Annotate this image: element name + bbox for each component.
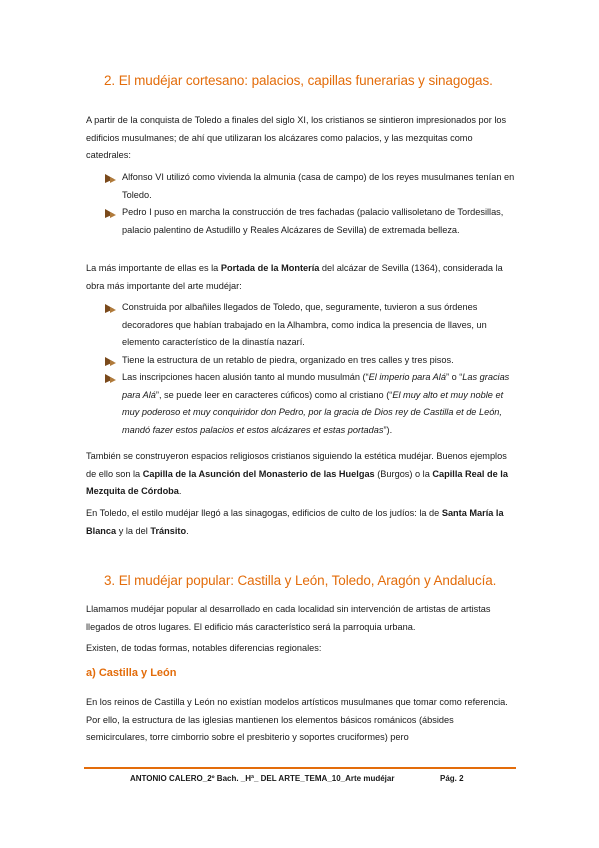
list-item: Pedro I puso en marcha la construcción de tres fachadas (palacio vallisoletano de Tordesillas, palacio palentino de Astudillo y Reales Alcázares de Sevilla) de extremada belleza. xyxy=(104,204,516,239)
religious-paragraph: También se construyeron espacios religiosos cristianos siguiendo la estética mudéjar. Buenos ejemplos de ello son la Capilla de la Asunción del Monasterio de las Huelgas (Burgos) o la Capilla Real de la Mezquita de Córdoba. xyxy=(86,451,508,496)
arrow-bullet-icon xyxy=(104,303,117,314)
monteria-title: Portada de la Montería xyxy=(220,263,320,273)
list-item: Alfonso VI utilizó como vivienda la almunia (casa de campo) de los reyes musulmanes tenían en Toledo. xyxy=(104,169,516,204)
page-number: Pág. 2 xyxy=(440,774,464,783)
arrow-bullet-icon xyxy=(104,356,117,367)
arrow-bullet-icon xyxy=(104,208,117,219)
footer-text: ANTONIO CALERO_2º Bach. _Hª_ DEL ARTE_TEMA_10_Arte mudéjar xyxy=(130,774,395,783)
list-item: Las inscripciones hacen alusión tanto al mundo musulmán (“El imperio para Alá” o “Las gracias para Alá”, se puede leer en caracteres cúficos) como al cristiano (“El muy alto et muy noble et muy poderoso et muy conquiridor don Pedro, por la gracia de Dios rey de Castilla et de León, mandó fazer estos palacios et estos alcázares et estas portadas”). xyxy=(104,369,516,439)
section-2-intro: A partir de la conquista de Toledo a finales del siglo XI, los cristianos se sintieron impresionados por los edificios musulmanes; de ahí que utilizaran los alcázares como palacios, y las mezquitas como catedrales: xyxy=(86,115,507,160)
section-3-paragraph-1: Llamamos mudéjar popular al desarrollado en cada localidad sin intervención de artistas de artistas llegados de otros lugares. El edificio más característico será la parroquia urbana. xyxy=(86,604,491,632)
list-item: Construida por albañiles llegados de Toledo, que, seguramente, tuvieron a sus órdenes decoradores que habían trabajado en la Alhambra, como indica la presencia de llaves, un elemento característico de la dinastía nazarí. xyxy=(104,299,516,352)
section-3-paragraph-2: Existen, de todas formas, notables diferencias regionales: xyxy=(86,643,322,653)
subsection-a-heading: a) Castilla y León xyxy=(86,667,177,679)
footer-divider xyxy=(84,767,516,769)
bullet-list-1 xyxy=(104,169,516,239)
section-3-paragraph-3: En los reinos de Castilla y León no existían modelos artísticos musulmanes que tomar como referencia. Por ello, la estructura de las iglesias mantienen los elementos básicos románicos (ábsides semicirculares, torre cimborrio sobre el presbiterio y soportes cruciformes) pero xyxy=(86,697,508,742)
bullet-list-2 xyxy=(104,299,516,439)
arrow-bullet-icon xyxy=(104,173,117,184)
section-3-heading: 3. El mudéjar popular: Castilla y León, Toledo, Aragón y Andalucía. xyxy=(104,573,497,588)
section-2-heading: 2. El mudéjar cortesano: palacios, capillas funerarias y sinagogas. xyxy=(104,73,493,88)
arrow-bullet-icon xyxy=(104,373,117,384)
monteria-paragraph: La más importante de ellas es la Portada de la Montería del alcázar de Sevilla (1364), considerada la obra más importante del arte mudéjar: xyxy=(86,263,503,291)
toledo-paragraph: En Toledo, el estilo mudéjar llegó a las sinagogas, edificios de culto de los judíos: la de Santa María la Blanca y la del Tránsito. xyxy=(86,508,504,536)
list-item: Tiene la estructura de un retablo de piedra, organizado en tres calles y tres pisos. xyxy=(104,352,516,370)
